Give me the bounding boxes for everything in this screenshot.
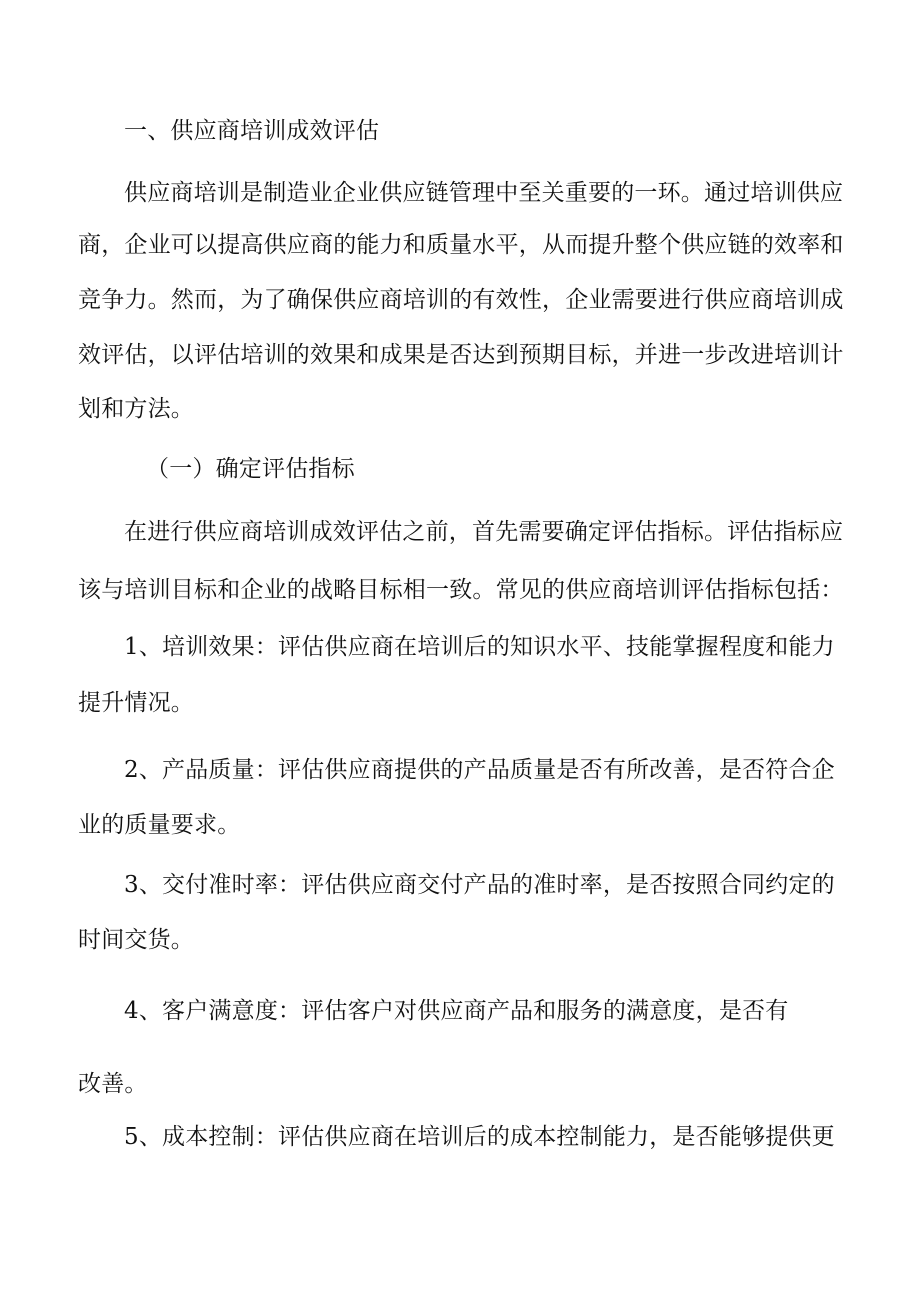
paragraph-line: 商，企业可以提高供应商的能力和质量水平，从而提升整个供应链的效率和 — [78, 232, 844, 258]
list-item-line: 改善。 — [78, 1071, 148, 1097]
paragraph-line: 竞争力。然而，为了确保供应商培训的有效性，企业需要进行供应商培训成 — [78, 287, 844, 313]
list-item-line: 提升情况。 — [78, 690, 194, 716]
section-heading: 一、供应商培训成效评估 — [124, 118, 380, 144]
paragraph-line: 供应商培训是制造业企业供应链管理中至关重要的一环。通过培训供应 — [124, 180, 844, 206]
list-item-line: 时间交货。 — [78, 927, 194, 953]
list-item-line: 1、培训效果：评估供应商在培训后的知识水平、技能掌握程度和能力 — [124, 634, 835, 660]
list-item-line: 业的质量要求。 — [78, 812, 241, 838]
list-item-line: 4、客户满意度：评估客户对供应商产品和服务的满意度，是否有 — [124, 998, 789, 1024]
paragraph-line: 效评估，以评估培训的效果和成果是否达到预期目标，并进一步改进培训计 — [78, 342, 844, 368]
list-item-line: 3、交付准时率：评估供应商交付产品的准时率，是否按照合同约定的 — [124, 872, 835, 898]
paragraph-line: 划和方法。 — [78, 396, 194, 422]
paragraph-line: 该与培训目标和企业的战略目标相一致。常见的供应商培训评估指标包括： — [78, 577, 844, 603]
paragraph-line: 在进行供应商培训成效评估之前，首先需要确定评估指标。评估指标应 — [124, 519, 844, 545]
subsection-heading: （一）确定评估指标 — [146, 456, 355, 482]
list-item-line: 2、产品质量：评估供应商提供的产品质量是否有所改善，是否符合企 — [124, 757, 835, 783]
list-item-line: 5、成本控制：评估供应商在培训后的成本控制能力，是否能够提供更 — [124, 1124, 835, 1150]
